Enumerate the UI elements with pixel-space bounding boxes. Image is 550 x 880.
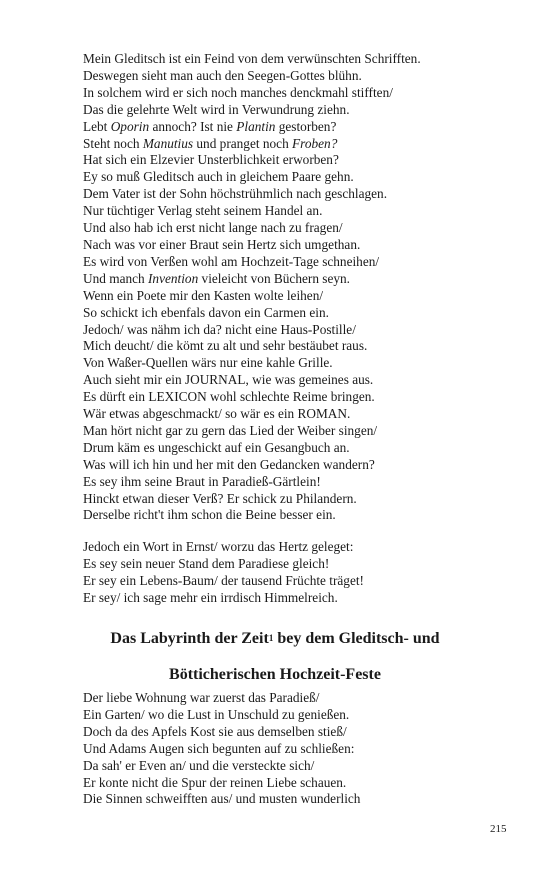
poem-line: Steht noch Manutius und pranget noch Froben?	[83, 135, 338, 151]
italic-name: Manutius	[142, 135, 194, 151]
poem-title	[0, 629, 550, 649]
poem-line: Die Sinnen schweifften aus/ und musten wunderlich	[83, 791, 361, 807]
poem-line: In solchem wird er sich noch manches denckmahl stifften/	[83, 84, 393, 100]
italic-name: Oporin	[110, 118, 150, 134]
poem-line: Auch sieht mir ein JOURNAL, wie was gemeines aus.	[83, 372, 374, 388]
poem-line: Lebt Oporin annoch? Ist nie Plantin gestorben?	[83, 118, 337, 134]
poem-line: Und Adams Augen sich begunten auf zu schließen:	[83, 740, 355, 756]
page-number: 215	[490, 823, 507, 835]
poem-line: Er sey/ ich sage mehr ein irrdisch Himmelreich.	[83, 589, 338, 605]
poem-line: Wenn ein Poete mir den Kasten wolte leihen/	[83, 287, 324, 303]
poem-line: Derselbe richt't ihm schon die Beine besser ein.	[83, 507, 336, 523]
poem-line: Der liebe Wohnung war zuerst das Paradieß/	[83, 690, 320, 705]
poem-stanza	[83, 51, 533, 524]
poem-line: Es wird von Verßen wohl am Hochzeit-Tage schneihen/	[83, 253, 380, 269]
poem-line: Was will ich hin und her mit den Gedancken wandern?	[83, 456, 375, 472]
poem-title-text: bey dem Gleditsch- und	[273, 630, 440, 647]
poem-line: Mich deucht/ die kömt zu alt und sehr bestäubet raus.	[83, 338, 368, 354]
poem-line: Ein Garten/ wo die Lust in Unschuld zu genießen.	[83, 706, 350, 722]
poem-line: Von Waßer-Quellen wärs nur eine kahle Grille.	[83, 355, 333, 371]
poem-line: Das die gelehrte Welt wird in Verwundrung ziehn.	[83, 101, 350, 117]
italic-name: Invention	[148, 270, 199, 286]
italic-name: Plantin	[236, 118, 276, 134]
poem-line: Er konte nicht die Spur der reinen Liebe schauen.	[83, 774, 347, 790]
italic-name: Froben?	[292, 135, 338, 151]
poem-line: Jedoch ein Wort in Ernst/ worzu das Hertz geleget:	[83, 539, 354, 554]
poem-line: Er sey ein Lebens-Baum/ der tausend Früchte träget!	[83, 572, 364, 588]
poem-line: Jedoch/ was nähm ich da? nicht eine Haus-Postille/	[83, 321, 356, 337]
poem-line: Hinckt etwan dieser Verß? Er schick zu Philandern.	[83, 490, 357, 506]
poem-line: Drum käm es ungeschickt auf ein Gesangbuch an.	[83, 439, 350, 455]
poem-line: Es dürft ein LEXICON wohl schlechte Reime bringen.	[83, 389, 375, 405]
poem-line: Es sey sein neuer Stand dem Paradiese gleich!	[83, 555, 330, 571]
poem-line: Man hört nicht gar zu gern das Lied der Weiber singen/	[83, 422, 378, 438]
poem-line: Da sah' er Even an/ und die versteckte sich/	[83, 757, 315, 773]
poem-stanza	[83, 539, 533, 607]
poem-line: Und manch Invention vieleicht von Büchern seyn.	[83, 270, 350, 286]
poem-title-line-2: Bötticherischen Hochzeit-Feste	[169, 666, 381, 683]
poem-line: Ey so muß Gleditsch auch in gleichem Paare gehn.	[83, 169, 354, 185]
poem-line: Deswegen sieht man auch den Seegen-Gottes blühn.	[83, 67, 362, 83]
poem-line: Und also hab ich erst nicht lange nach zu fragen/	[83, 220, 343, 236]
poem-stanza	[83, 690, 533, 808]
poem-line: Hat sich ein Elzevier Unsterblichkeit erworben?	[83, 152, 339, 168]
poem-line: Es sey ihm seine Braut in Paradieß-Gärtlein!	[83, 473, 321, 489]
poem-line: Wär etwas abgeschmackt/ so wär es ein ROMAN.	[83, 406, 351, 422]
poem-title-text: Das Labyrinth der Zeit	[110, 630, 269, 647]
poem-line: Mein Gleditsch ist ein Feind von dem verwünschten Schrifften.	[83, 51, 421, 66]
poem-line: So schickt ich ebenfals davon ein Carmen ein.	[83, 304, 329, 320]
poem-line: Dem Vater ist der Sohn höchstrühmlich nach geschlagen.	[83, 186, 388, 202]
footnote-marker: 1	[268, 633, 274, 643]
poem-line: Nur tüchtiger Verlag steht seinem Handel an.	[83, 203, 323, 219]
poem-line: Nach was vor einer Braut sein Hertz sich umgethan.	[83, 236, 361, 252]
poem-line: Doch da des Apfels Kost sie aus demselben stieß/	[83, 723, 347, 739]
